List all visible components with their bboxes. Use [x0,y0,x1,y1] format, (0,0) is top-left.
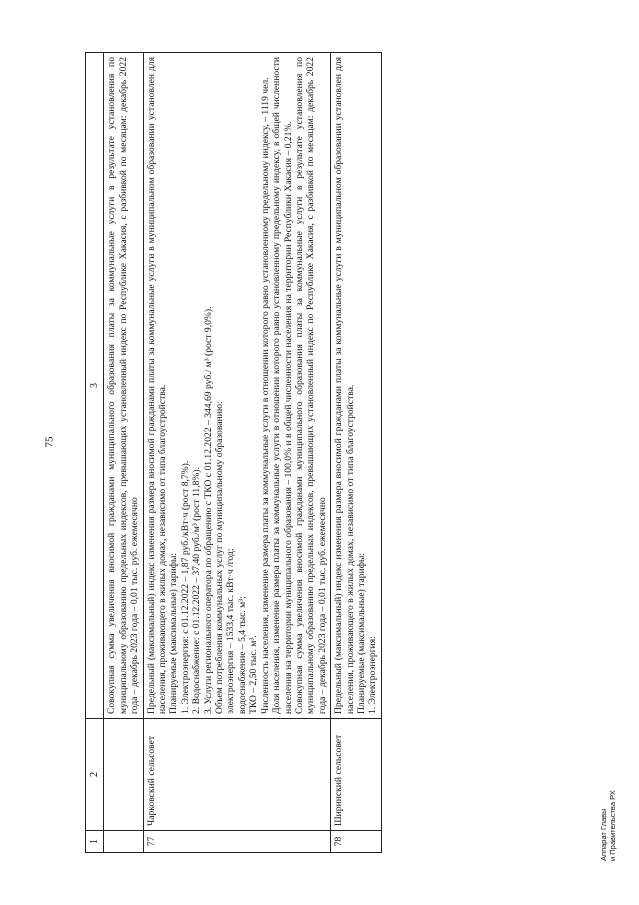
table-row [330,52,381,852]
table-header-row [85,52,103,852]
footer-line: и Правительства РХ [608,790,617,861]
detail-line: Планируемые (максимальные) тарифы: [355,552,367,714]
detail-line: Совокупная сумма увеличения вносимой гражданами муниципального образования платы за коммунальные услуги в результате установления по муниципальному образованию предельных индексов, превышающих установленный индекс по Республике Хакасия, с разбивкой по месяцам: декабрь 2022 года – декабрь 2023 года – 0,01 тыс. руб. ежемесячно [293,56,328,714]
detail-line: Объем потребления коммунальных услуг по муниципальному образованию: [213,400,225,714]
detail-line: Доля населения, изменение размера платы за коммунальные услуги в отношении которого равно установленному предельному индексу, в общей численности населения на территории муниципального образования – 100,0% и в общей численности населения на территории Республики Хакасия – 0,21%. [270,56,293,714]
header-col-2: 2 [85,718,103,830]
header-col-1: 1 [85,830,103,852]
detail-line: 2. Водоснабжение: с 01.12.2022 – 37,40 руб./м³ (рост 11,8%). [190,466,202,714]
tariff-table [85,52,382,853]
detail-line: 1. Электроэнергия: с 01.12.2022 – 1,87 руб./кВт·ч (рост 8,7%). [179,460,191,714]
municipality-name: Чарковский сельсовет [143,718,331,830]
row-number: 78 [330,830,381,852]
header-col-3: 3 [85,52,103,718]
municipality-name: Ширинский сельсовет [330,718,381,830]
page-number: 75 [43,436,56,448]
detail-line: Численность населения, изменение размера платы за коммунальные услуги в отношении которого равно установленному предельному индексу, – 1119 чел. [259,76,271,714]
detail-line: Планируемые (максимальные) тарифы: [167,552,179,714]
footer-line: Аппарат Главы [599,808,608,861]
detail-line: Предельный (максимальный) индекс изменения размера вносимой гражданами платы за коммунальные услуги в муниципальном образовании установлен для населения, проживающего в жилых домах, независимо от типа благоустройства. [332,56,356,714]
detail-line: электроэнергия – 1533,4 тыс. кВт·ч /год; [224,547,236,714]
detail-line: Предельный (максимальный) индекс изменения размера вносимой гражданами платы за коммунальные услуги в муниципальном образовании установлен для населения, проживающего в жилых домах, независимо от типа благоустройства. [145,56,168,714]
detail-line: водоснабжение – 5,4 тыс. м³; [236,595,248,714]
detail-line: 3. Услуги регионального оператора по обращению с ТКО с 01.12.2022 – 344,69 руб./ м³ (рост 9,0%). [202,306,214,714]
continued-text: Совокупная сумма увеличения вносимой гражданами муниципального образования платы за коммунальные услуги в результате установления по муниципальному образованию предельных индексов, превышающих установленный индекс по Республике Хакасия, с разбивкой по месяцам: декабрь 2022 года – декабрь 2023 года – 0,01 тыс. руб. ежемесячно [103,52,142,718]
cell-name-empty [103,718,142,830]
row-details [330,52,381,718]
detail-line: 1. Электроэнергия: [366,635,378,714]
row-number: 77 [143,830,331,852]
row-details [143,52,331,718]
cell-num-empty [103,830,142,852]
detail-line: ТКО – 2,50 тыс. м³. [247,634,259,714]
table-row [143,52,331,852]
tariff-table-container [85,53,555,853]
table-row-continued [103,52,142,852]
footer-stamp [599,790,617,861]
